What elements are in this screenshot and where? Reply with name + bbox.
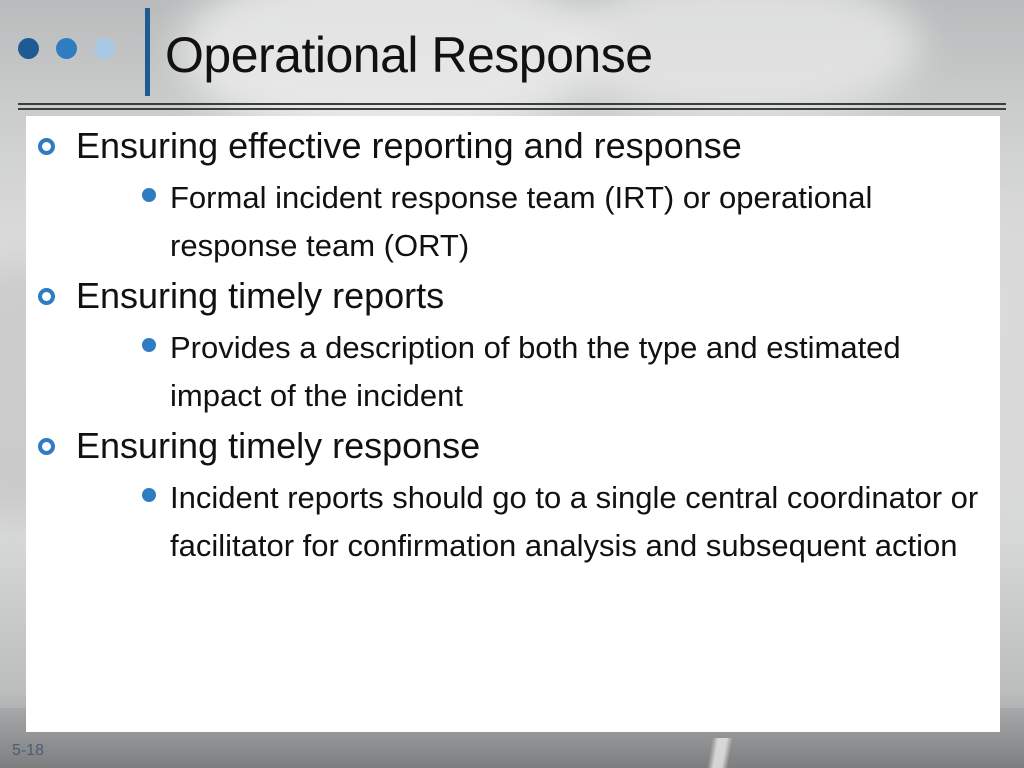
sub-bullet-list [76, 324, 1000, 420]
ring-bullet-icon [38, 438, 55, 455]
bullet-text: Ensuring effective reporting and response [76, 125, 742, 166]
ring-bullet-icon [38, 138, 55, 155]
title-divider [145, 8, 150, 96]
bullet-item [26, 272, 1000, 420]
bullet-text: Ensuring timely reports [76, 275, 445, 316]
slide-title: Operational Response [165, 27, 653, 83]
dot-bullet-icon [142, 338, 156, 352]
road-lane-marking [620, 738, 820, 768]
dot-icon [56, 38, 77, 59]
header-rule [18, 108, 1006, 110]
bullet-item [26, 122, 1000, 270]
bullet-item [26, 422, 1000, 570]
slide-header [0, 0, 1024, 104]
dot-icon [94, 38, 115, 59]
sub-bullet-item [76, 474, 1000, 570]
sub-bullet-text: Incident reports should go to a single central coordinator or facilitator for confirmation analysis and subsequent action [170, 480, 979, 563]
page-number: 5-18 [12, 742, 45, 759]
decorative-dots [18, 38, 115, 59]
dot-icon [18, 38, 39, 59]
dot-bullet-icon [142, 188, 156, 202]
dot-bullet-icon [142, 488, 156, 502]
sub-bullet-text: Formal incident response team (IRT) or operational response team (ORT) [170, 180, 873, 263]
sub-bullet-text: Provides a description of both the type and estimated impact of the incident [170, 330, 901, 413]
header-rule [18, 103, 1006, 105]
ring-bullet-icon [38, 288, 55, 305]
bullet-list [26, 116, 1000, 572]
sub-bullet-list [76, 174, 1000, 270]
bullet-text: Ensuring timely response [76, 425, 481, 466]
slide-content [26, 116, 1000, 732]
sub-bullet-list [76, 474, 1000, 570]
sub-bullet-item [76, 174, 1000, 270]
sub-bullet-item [76, 324, 1000, 420]
